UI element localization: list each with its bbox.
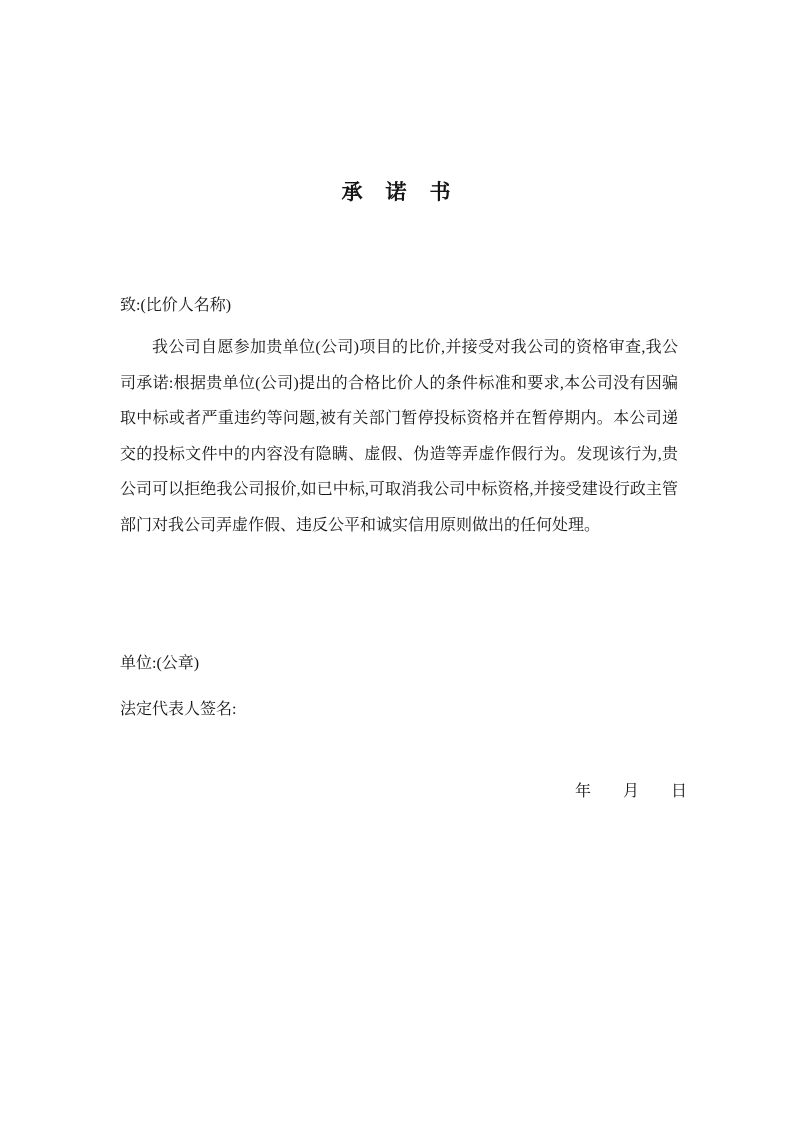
commitment-paragraph: 我公司自愿参加贵单位(公司)项目的比价,并接受对我公司的资格审查,我公司承诺:根据贵单位(公司)提出的合格比价人的条件标准和要求,本公司没有因骗取中标或者严重违约等问题,被有关部门暂停投标资格并在暂停期内。本公司递交的投标文件中的内容没有隐瞒、虚假、伪造等弄虚作假行为。发现该行为,贵公司可以拒绝我公司报价,如已中标,可取消我公司中标资格,并接受建设行政主管部门对我公司弄虚作假、违反公平和诚实信用原则做出的任何处理。 xyxy=(120,339,678,534)
salutation-line: 致:(比价人名称) xyxy=(120,297,232,314)
date-line: 年 月 日 xyxy=(575,783,688,800)
unit-seal-line: 单位:(公章) xyxy=(120,655,200,672)
document-title: 承 诺 书 xyxy=(341,180,452,204)
legal-representative-signature-line: 法定代表人签名: xyxy=(120,701,237,718)
